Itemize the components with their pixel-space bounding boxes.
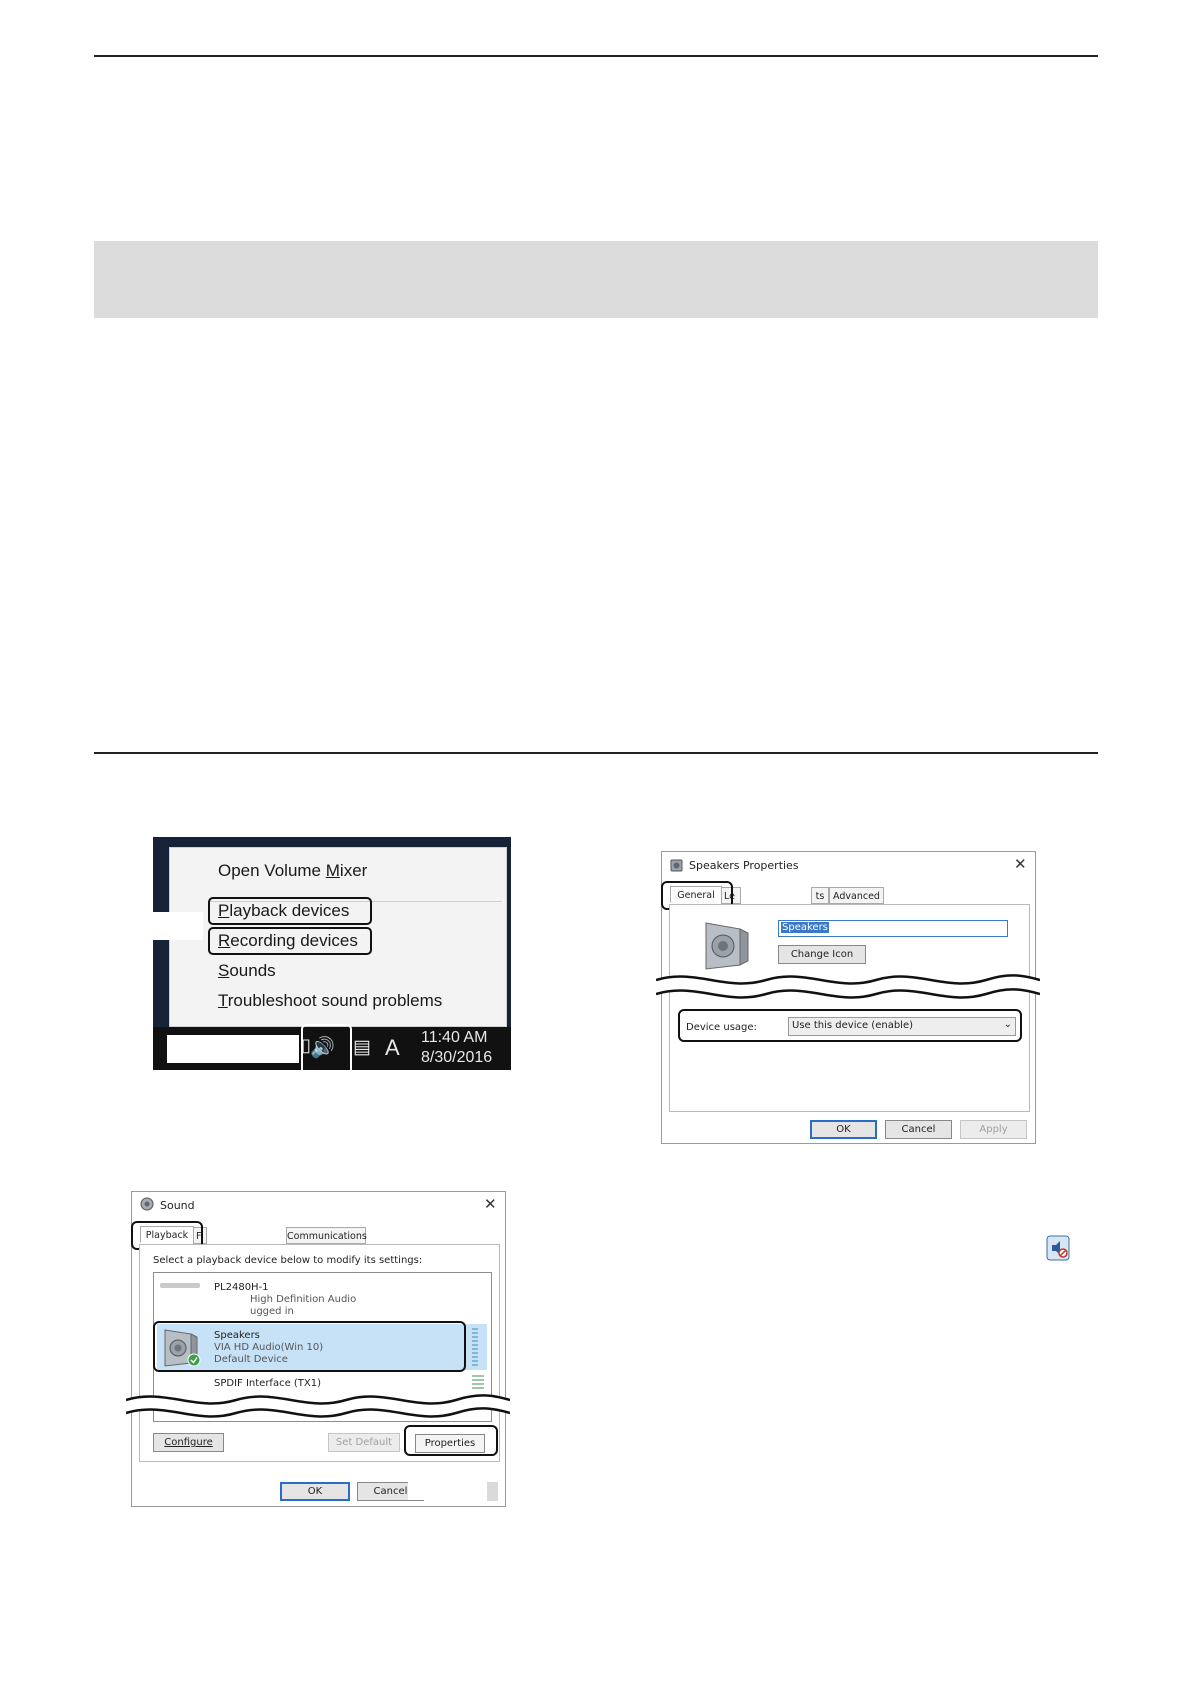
clock-date[interactable]: 8/30/2016: [421, 1049, 493, 1066]
device-name: PL2480H-1: [214, 1282, 269, 1293]
speaker-icon[interactable]: 🔊: [310, 1037, 335, 1059]
tab-communications[interactable]: Communications: [286, 1227, 366, 1244]
section-rule: [94, 752, 1098, 754]
monitor-icon: [160, 1283, 200, 1288]
tab-advanced[interactable]: Advanced: [829, 887, 884, 904]
context-menu-figure: [153, 837, 511, 1070]
list-item[interactable]: [154, 1273, 491, 1321]
ok-button[interactable]: OK: [280, 1482, 350, 1501]
tab-levels[interactable]: Le: [721, 887, 741, 904]
tab-mask: [741, 880, 811, 906]
ok-button[interactable]: OK: [810, 1120, 877, 1139]
configure-button[interactable]: Configure: [153, 1433, 224, 1452]
highlight-device-usage: [678, 1009, 1022, 1042]
top-rule: [94, 55, 1098, 57]
tab-playback[interactable]: Playback: [140, 1226, 194, 1243]
tab-general[interactable]: General: [670, 886, 722, 903]
properties-button[interactable]: Properties: [415, 1434, 485, 1453]
instruction-text: Select a playback device below to modify its settings:: [153, 1255, 423, 1266]
device-name: Speakers: [214, 1330, 260, 1341]
ime-indicator[interactable]: A: [385, 1035, 400, 1060]
device-name: SPDIF Interface (TX1): [214, 1378, 322, 1389]
speaker-small-icon: [670, 859, 683, 872]
highlight-recording: [208, 927, 372, 955]
apply-button[interactable]: Apply: [960, 1120, 1027, 1139]
apply-button-edge: [487, 1482, 498, 1501]
dialog-title: Speakers Properties: [689, 859, 799, 872]
menu-item-playback-devices[interactable]: Playback devices: [218, 901, 350, 920]
device-status: ugged in: [250, 1306, 294, 1317]
device-name-value: Speakers: [782, 922, 828, 933]
device-usage-label: Device usage:: [686, 1022, 757, 1033]
menu-item-troubleshoot[interactable]: Troubleshoot sound problems: [218, 991, 443, 1010]
level-meter: [472, 1328, 478, 1366]
muted-speaker-icon: [1046, 1235, 1070, 1261]
action-center-icon[interactable]: ▤: [353, 1037, 371, 1058]
tab-mask: [207, 1220, 285, 1246]
taskbar: [153, 1027, 511, 1070]
button-mask: [408, 1464, 488, 1500]
tab-recording[interactable]: F: [193, 1227, 207, 1244]
tab-enhancements[interactable]: ts: [811, 887, 829, 904]
playback-panel: [139, 1244, 500, 1462]
sound-context-menu: [169, 847, 507, 1027]
device-usage-value: Use this device (enable): [792, 1020, 914, 1031]
mask: [176, 1293, 249, 1319]
device-driver: VIA HD Audio(Win 10): [214, 1342, 324, 1353]
device-name-field[interactable]: [778, 920, 1008, 937]
menu-item-recording-devices[interactable]: Recording devices: [218, 931, 358, 950]
device-driver: High Definition Audio: [250, 1294, 357, 1305]
change-icon-button[interactable]: Change Icon: [778, 945, 866, 964]
menu-item-volume-mixer[interactable]: Open Volume Mixer: [218, 861, 368, 880]
speaker-device-icon: [700, 919, 752, 971]
sound-dialog: [131, 1191, 506, 1507]
highlight-speaker-icon: [301, 1024, 352, 1070]
break-wave-speakers: [656, 966, 1040, 1006]
cancel-button[interactable]: Cancel: [885, 1120, 952, 1139]
general-panel: [669, 904, 1030, 1112]
highlight-properties: [404, 1425, 498, 1456]
dialog-title: Sound: [160, 1199, 195, 1212]
close-icon[interactable]: ✕: [1014, 855, 1027, 873]
clock-time[interactable]: 11:40 AM: [421, 1029, 488, 1046]
break-wave-sound: [126, 1386, 510, 1424]
sound-icon: [140, 1197, 154, 1211]
highlight-speakers-item: [153, 1321, 466, 1372]
set-default-button[interactable]: Set Default: [328, 1433, 400, 1452]
cancel-button[interactable]: Cancel: [357, 1482, 424, 1501]
device-status: Default Device: [214, 1354, 288, 1365]
close-icon[interactable]: ✕: [484, 1195, 497, 1213]
highlight-playback: [208, 897, 372, 925]
tray-edge: ▯: [301, 1035, 311, 1055]
callout-mask: [153, 912, 203, 940]
header-band: [94, 241, 1098, 318]
taskbar-mask: [167, 1035, 299, 1063]
chevron-down-icon: ⌄: [1003, 1019, 1012, 1030]
menu-item-sounds[interactable]: Sounds: [218, 961, 276, 980]
